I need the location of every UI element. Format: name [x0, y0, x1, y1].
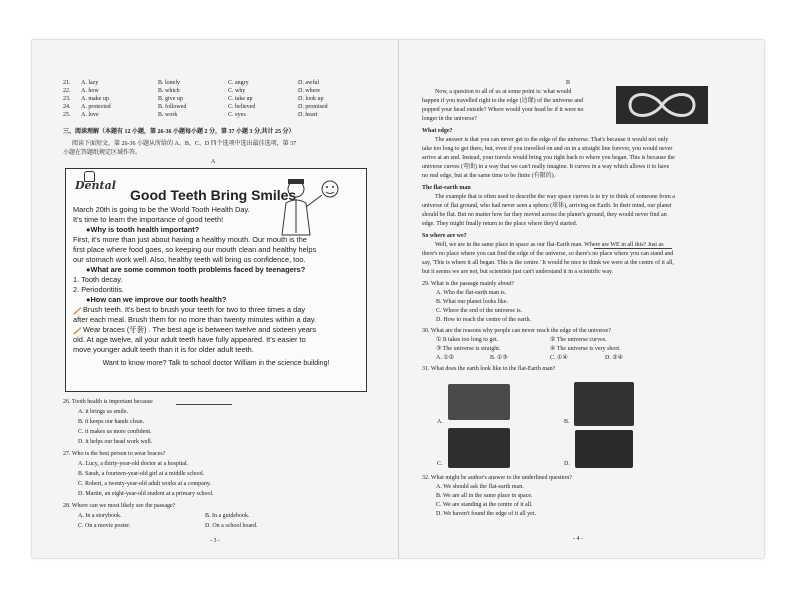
- option-a: A. how: [81, 88, 99, 94]
- para-line: take too long to get there, but, even if you travelled on and on in a straight line forever, you would never: [422, 146, 673, 152]
- ad-line: our stomach work well. Also, healthy teeth will bring us confidence, too.: [73, 255, 306, 264]
- q-number: 22.: [63, 88, 71, 94]
- intro-line: popped your head outside? Where would your head be if it were no: [422, 107, 584, 113]
- option: C. We are standing at the centre of it all.: [436, 502, 533, 508]
- passage-label-a: A: [211, 159, 216, 165]
- section-instruction: 小题在答题纸规定区域作答。: [63, 150, 142, 156]
- option-c: C. angry: [228, 80, 249, 86]
- option-d: D. awful: [298, 80, 319, 86]
- para-line: should be flat. But no matter how far they moved across the planet's ground, they would never find an: [422, 212, 667, 218]
- option-a: A. protected: [81, 104, 111, 110]
- option: B. We are all in the same place in space.: [436, 493, 533, 499]
- option-a: A. make up: [81, 96, 109, 102]
- ad-line: First, it's more than just about having a healthy mouth. Our mouth is the: [73, 235, 307, 244]
- question-32: 32. What might be author's answer to the underlined question?: [422, 475, 572, 481]
- q-number: 24.: [63, 104, 71, 110]
- option: A. We should ask the flat-earth man.: [436, 484, 524, 490]
- intro-line: happen if you travelled right to the edge (边缘) of the universe and: [422, 98, 583, 104]
- option-a: A. lazy: [81, 80, 99, 86]
- ad-footer: Want to know more? Talk to school doctor William in the science building!: [102, 360, 330, 367]
- option: A. ①②: [436, 355, 455, 361]
- option: B. Sarah, a fourteen-year-old girl at a middle school.: [78, 471, 205, 477]
- subheading: So where are we?: [422, 233, 467, 239]
- planet-horizon-image: [448, 428, 510, 468]
- ad-subheading: ●Why is tooth health important?: [86, 225, 200, 234]
- option-c: C. believed: [228, 104, 256, 110]
- para-line: but it seems we are not, but scientists just can't understand it in a scientific way.: [422, 269, 614, 275]
- option: A. it brings us smile.: [78, 409, 129, 415]
- option: A. Who the flat-earth man is.: [436, 290, 507, 296]
- infinity-image: [616, 86, 708, 124]
- option: A. Lucy, a thirty-year-old doctor at a hospital.: [78, 461, 189, 467]
- para-line: The example that is often used to describe the way space curves is to try to think of someone from a: [435, 194, 675, 200]
- question-27: 27. Who is the best person to wear braces?: [63, 451, 166, 457]
- para-line: universe of flat ground, who had never seen a sphere (球体), arriving on Earth. In their mind, our planet: [422, 203, 672, 209]
- option-b: B. lonely: [158, 80, 180, 86]
- option: B. ①③: [490, 355, 508, 361]
- section-heading: 三、阅读理解（本题有 12 小题，第 26-36 小题每小题 2 分，第 37 小题 3 分,共计 25 分）: [63, 129, 295, 135]
- option-d: D. where: [298, 88, 320, 94]
- para-line: universe curves (弯曲) in a way that we can't really imagine. It curves in a way which allows it to have: [422, 164, 670, 170]
- option: D. On a school board.: [205, 523, 258, 529]
- ad-line: It's time to learn the importance of good teeth!: [73, 215, 224, 224]
- para-line: arrive at an end. Instead, your travels would bring you right back to where you began. This is because the: [422, 155, 675, 161]
- para-line: no real edge, but at the same time to be finite (有限的).: [422, 173, 556, 179]
- flat-disc-image: [448, 384, 510, 420]
- question-29: 29. What is the passage mainly about?: [422, 281, 515, 287]
- question-26: 26. Tooth health is important because: [63, 399, 153, 405]
- statement: ② The universe curves.: [550, 337, 607, 343]
- ad-line: after each meal. Brush them for no more than twenty minutes within a day.: [73, 315, 317, 324]
- option-d: D. promised: [298, 104, 328, 110]
- section-instruction: 阅读下面短文，第 26-36 小题从所给的 A、B、C、D 四个选项中选出最佳选项，第 37: [72, 141, 297, 147]
- ad-line: first place where food goes, so keeping our mouth clean and healthy helps: [73, 245, 317, 254]
- page-fold: [398, 40, 399, 558]
- para-line: The answer is that you can never get to the edge of the universe. That's because it would not only: [435, 137, 669, 143]
- option: A. In a storybook.: [78, 513, 122, 519]
- option: C. Where the end of the universe is.: [436, 308, 523, 314]
- option-c: C. why: [228, 88, 246, 94]
- question-28: 28. Where can we most likely see the passage?: [63, 503, 176, 509]
- intro-line: Now, a question to all of us at some point is: what would: [435, 89, 572, 95]
- dental-logo: Dental: [75, 179, 116, 192]
- ad-line: March 20th is going to be the World Tooth Health Day.: [73, 205, 250, 214]
- option: D. Martin, an eight-year-old student at a primary school.: [78, 491, 214, 497]
- tooth-health-ad: [65, 168, 367, 392]
- globe-image: [575, 430, 633, 468]
- option-d: D. heart: [298, 112, 318, 118]
- option-b: B. followed: [158, 104, 187, 110]
- option-d: D. look up: [298, 96, 324, 102]
- page-number: - 3 -: [210, 538, 220, 544]
- underline: [594, 248, 672, 249]
- ad-line: 2. Periodontitis.: [73, 285, 124, 294]
- option: C. it makes us more confident.: [78, 429, 152, 435]
- question-30: 30. What are the reasons why people can never reach the edge of the universe?: [422, 328, 611, 334]
- ad-line: move younger adult teeth than it is for older adult teeth.: [73, 345, 254, 354]
- option: B. What our planet looks like.: [436, 299, 509, 305]
- intro-line: longer in the universe?: [422, 116, 477, 122]
- q-number: 25.: [63, 112, 71, 118]
- ad-line: old. At age twelve, all your adult teeth have fully appeared. It's easier to: [73, 335, 306, 344]
- option-b: B. work: [158, 112, 178, 118]
- ad-line: 1. Tooth decay.: [73, 275, 123, 284]
- ad-title: Good Teeth Bring Smiles: [130, 187, 297, 203]
- option: D. it helps our head work well.: [78, 439, 153, 445]
- option: C. ①④: [550, 355, 568, 361]
- statement: ③ The universe is straight.: [436, 346, 501, 352]
- para-line: Well, we are in the same place in space as our flat-Earth man. Where are WE in all this? Just as: [435, 242, 664, 248]
- q-number: 21.: [63, 80, 71, 86]
- passage-label-b: B: [566, 80, 571, 86]
- para-line: say, 'This is where it all began. This is the centre.' It would be nice to think we were at the centre of it all,: [422, 260, 674, 266]
- option-c: C. take up: [228, 96, 253, 102]
- page-number: - 4 -: [573, 536, 583, 542]
- planet-surface-image: [574, 382, 634, 426]
- brush-icon: 🪥: [73, 307, 82, 315]
- subheading: What edge?: [422, 128, 453, 134]
- subheading: The flat-earth man: [422, 185, 471, 191]
- option: C. Robert, a twenty-year-old adult works at a company.: [78, 481, 211, 487]
- option: B. In a guidebook.: [205, 513, 250, 519]
- ad-line: Wear braces (牙套) . The best age is between twelve and sixteen years: [83, 325, 317, 334]
- option-label: B.: [564, 419, 570, 425]
- ad-line: Brush teeth. It's best to brush your teeth for two to three times a day: [83, 305, 306, 314]
- option-a: A. love: [81, 112, 99, 118]
- option-label: C.: [437, 461, 443, 467]
- question-31: 31. What does the earth look like to the flat-Earth man?: [422, 366, 556, 372]
- option: D. We haven't found the edge of it all yet.: [436, 511, 536, 517]
- braces-icon: 🪥: [73, 327, 82, 335]
- option: D. ②④: [605, 355, 624, 361]
- option-b: B. give up: [158, 96, 183, 102]
- option-b: B. which: [158, 88, 180, 94]
- option: C. On a movie poster.: [78, 523, 131, 529]
- answer-blank: [176, 404, 232, 405]
- option-c: C. eyes: [228, 112, 246, 118]
- ad-subheading: ●What are some common tooth problems faced by teenagers?: [86, 265, 306, 274]
- option: D. How to reach the centre of the earth.: [436, 317, 531, 323]
- option: B. it keeps our hands clean.: [78, 419, 145, 425]
- option-label: D.: [564, 461, 570, 467]
- ad-subheading: ●How can we improve our tooth health?: [86, 295, 227, 304]
- statement: ④ The universe is very short.: [550, 346, 621, 352]
- q-number: 23.: [63, 96, 71, 102]
- para-line: edge. They might finally return to the place where they'd started.: [422, 221, 578, 227]
- para-line: there's no place where you can find the edge of the universe, so there's no place where you can stand and: [422, 251, 674, 257]
- dentist-illustration-icon: [274, 175, 344, 237]
- option-label: A.: [437, 419, 443, 425]
- statement: ① It takes too long to get.: [436, 337, 499, 343]
